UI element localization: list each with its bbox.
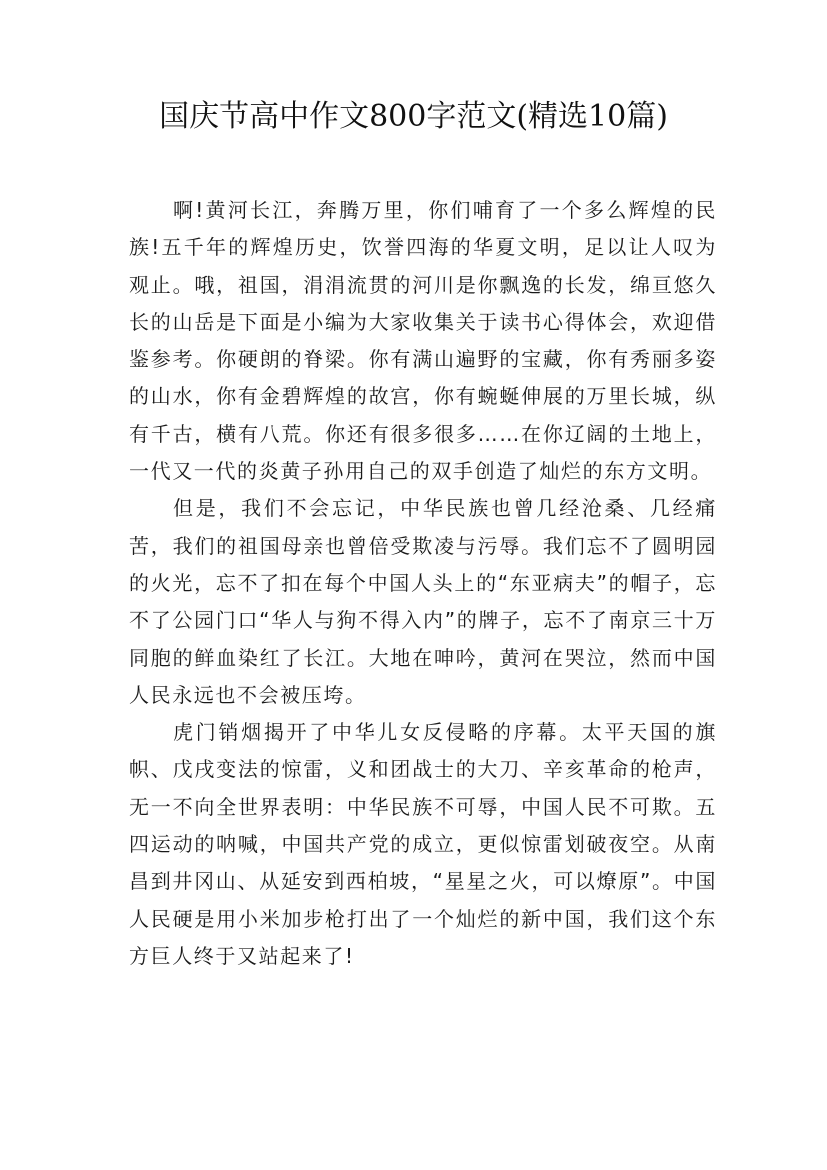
document-body <box>129 192 717 975</box>
paragraph-3: 虎门销烟揭开了中华儿女反侵略的序幕。太平天国的旗帜、戊戌变法的惊雷，义和团战士的大刀、辛亥革命的枪声，无一不向全世界表明：中华民族不可辱，中国人民不可欺。五四运动的呐喊，中国共产党的成立，更似惊雷划破夜空。从南昌到井冈山、从延安到西柏坡，“星星之火，可以燎原”。中国人民硬是用小米加步枪打出了一个灿烂的新中国，我们这个东方巨人终于又站起来了! <box>129 720 717 968</box>
document-title: 国庆节高中作文800字范文(精选10篇) <box>159 99 668 134</box>
paragraph-1: 啊!黄河长江，奔腾万里，你们哺育了一个多么辉煌的民族!五千年的辉煌历史，饮誉四海的华夏文明，足以让人叹为观止。哦，祖国，涓涓流贯的河川是你飘逸的长发，绵亘悠久长的山岳是下面是小编为大家收集关于读书心得体会，欢迎借鉴参考。你硬朗的脊梁。你有满山遍野的宝藏，你有秀丽多姿的山水，你有金碧辉煌的故宫，你有蜿蜒伸展的万里长城，纵有千古，横有八荒。你还有很多很多……在你辽阔的土地上，一代又一代的炎黄子孙用自己的双手创造了灿烂的东方文明。 <box>129 198 717 484</box>
paragraph-2: 但是，我们不会忘记，中华民族也曾几经沧桑、几经痛苦，我们的祖国母亲也曾倍受欺凌与污辱。我们忘不了圆明园的火光，忘不了扣在每个中国人头上的“东亚病夫”的帽子，忘不了公园门口“华人与狗不得入内”的牌子，忘不了南京三十万同胞的鲜血染红了长江。大地在呻吟，黄河在哭泣，然而中国人民永远也不会被压垮。 <box>129 496 717 707</box>
